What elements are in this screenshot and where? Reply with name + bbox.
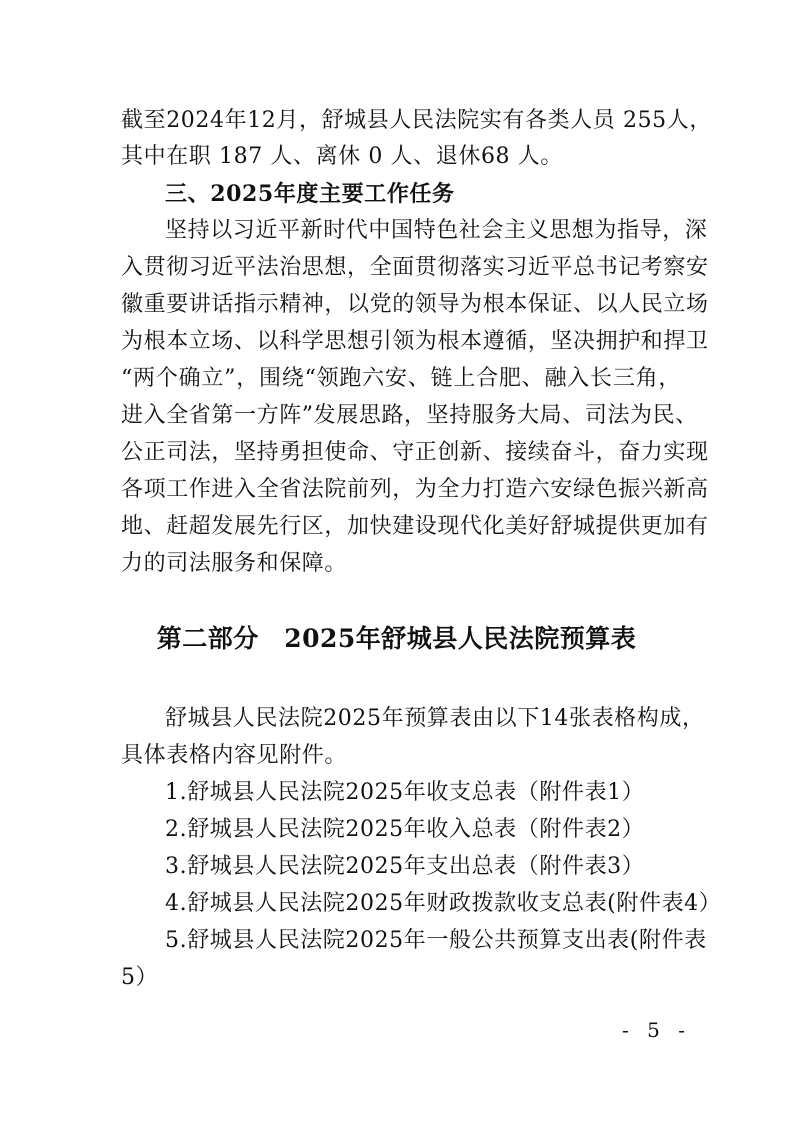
part-two-title: 第二部分 2025年舒城县人民法院预算表: [156, 624, 637, 653]
paragraph-tasks-line-6: 进入全省第一方阵”发展思路，坚持服务大局、司法为民、: [121, 403, 698, 428]
list-item-table-5-line-2: 5）: [121, 965, 159, 990]
paragraph-tasks-line-10: 力的司法服务和保障。: [121, 551, 348, 576]
paragraph-tables-intro-line-2: 具体表格内容见附件。: [121, 743, 348, 768]
section-heading-main-tasks: 三、2025年度主要工作任务: [165, 181, 455, 207]
paragraph-tasks-line-5: “两个确立”，围绕“领跑六安、链上合肥、融入长三角，: [121, 366, 681, 391]
paragraph-tasks-line-7: 公正司法，坚持勇担使命、守正创新、接续奋斗，奋力实现: [121, 440, 709, 465]
list-item-table-2: 2.舒城县人民法院2025年收入总表（附件表2）: [165, 817, 645, 842]
paragraph-staffing-line-2: 其中在职 187 人、离休 0 人、退休68 人。: [121, 144, 563, 169]
list-item-table-4: 4.舒城县人民法院2025年财政拨款收支总表(附件表4）: [165, 891, 722, 916]
paragraph-staffing-line-1: 截至2024年12月，舒城县人民法院实有各类人员 255人，: [121, 108, 712, 133]
paragraph-tasks-line-1: 坚持以习近平新时代中国特色社会主义思想为指导，深: [165, 218, 708, 243]
paragraph-tasks-line-2: 入贯彻习近平法治思想，全面贯彻落实习近平总书记考察安: [121, 255, 709, 280]
list-item-table-1: 1.舒城县人民法院2025年收支总表（附件表1）: [165, 780, 645, 805]
list-item-table-5-line-1: 5.舒城县人民法院2025年一般公共预算支出表(附件表: [165, 928, 707, 953]
paragraph-tables-intro-line-1: 舒城县人民法院2025年预算表由以下14张表格构成，: [165, 706, 705, 731]
paragraph-tasks-line-8: 各项工作进入全省法院前列，为全力打造六安绿色振兴新高: [121, 477, 709, 502]
paragraph-tasks-line-3: 徽重要讲话指示精神，以党的领导为根本保证、以人民立场: [121, 292, 709, 317]
paragraph-tasks-line-4: 为根本立场、以科学思想引领为根本遵循，坚决拥护和捍卫: [121, 329, 709, 354]
paragraph-tasks-line-9: 地、赶超发展先行区，加快建设现代化美好舒城提供更加有: [121, 514, 709, 539]
list-item-table-3: 3.舒城县人民法院2025年支出总表（附件表3）: [165, 854, 645, 879]
page-number: - 5 -: [622, 1018, 691, 1042]
